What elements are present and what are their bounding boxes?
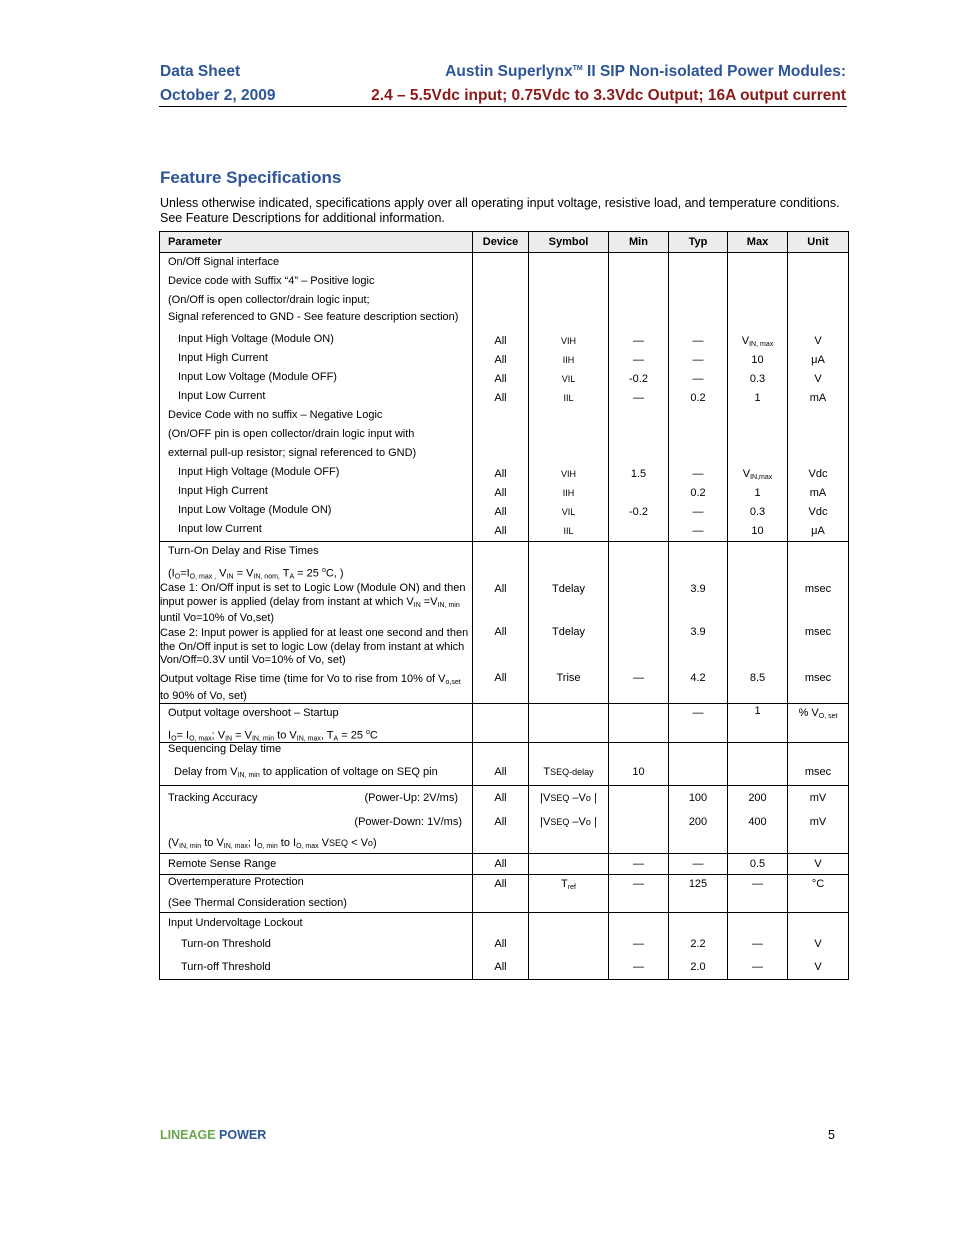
t-c-fs: o — [321, 567, 326, 574]
tracking-typ-pu: 100 — [688, 792, 708, 804]
seq-unit-cell — [788, 743, 849, 786]
otp-title: Overtemperature Protection — [168, 876, 304, 888]
typ-vil: — — [692, 373, 704, 385]
tracking-typ-pd: 200 — [688, 816, 708, 828]
turnon-rise — [160, 671, 472, 703]
col-typ: Typ — [669, 232, 728, 253]
onoff-r8: Input low Current — [178, 523, 262, 535]
overshoot-max-cell — [728, 704, 788, 743]
seq-sym-sub: SEQ-delay — [550, 767, 594, 777]
seq-symbol — [529, 763, 608, 785]
n-max-vih-base: V — [742, 468, 751, 480]
remote-min-cell — [609, 854, 669, 875]
overshoot-title: Output voltage overshoot – Startup — [168, 707, 339, 719]
t-c-a: (I — [168, 567, 175, 580]
seq-min-cell — [609, 743, 669, 786]
tr-es: SEQ — [329, 838, 349, 848]
table-row-turnon — [160, 542, 849, 704]
ts2-a: |V — [540, 816, 551, 828]
otp-typ-cell — [669, 875, 728, 913]
tr-c: ; I — [247, 837, 258, 849]
remote-min: — — [633, 858, 644, 870]
table-row-onoff — [160, 253, 849, 542]
onoff-l4: Signal referenced to GND - See feature description section) — [168, 311, 459, 323]
onoff-device-1: All — [494, 335, 507, 347]
tracking-pd-line — [160, 810, 472, 834]
max-vil: 0.3 — [749, 373, 766, 385]
n-typ-iih: 0.2 — [690, 487, 706, 499]
seq-symbol-cell — [529, 743, 609, 786]
tr-bs: IN, max — [223, 843, 248, 850]
col-unit: Unit — [788, 232, 849, 253]
typ-vih: — — [692, 335, 704, 347]
seq-device-cell — [473, 743, 529, 786]
remote-unit: V — [814, 858, 822, 870]
footer-brand-power: POWER — [215, 1128, 267, 1142]
onoff-r3: Input Low Voltage (Module OFF) — [178, 371, 337, 383]
onoff-symbol — [529, 253, 609, 542]
otp-symbol — [529, 875, 608, 894]
tr-f: < V — [348, 837, 368, 849]
onoff-parameter — [160, 253, 473, 542]
t-c-e: T — [279, 567, 290, 580]
seq-device: All — [494, 766, 507, 778]
onoff-l7: external pull-up resistor; signal referenced to GND) — [168, 447, 417, 459]
max-vih — [728, 332, 787, 351]
otp-parameter — [160, 875, 473, 913]
ts1-b: –V — [569, 792, 586, 804]
n-sym-vil: VIL — [561, 507, 576, 517]
case1-b: =V — [420, 595, 438, 608]
ts2-s: SEQ — [550, 817, 570, 827]
max-vih-base: V — [741, 335, 750, 347]
table-header-row — [160, 232, 849, 253]
table-row-tracking — [160, 786, 849, 854]
turnon-unit-2: msec — [804, 626, 832, 638]
seq-line — [160, 763, 472, 785]
turnon-max — [728, 542, 788, 704]
sym-iil: IIL — [563, 393, 574, 403]
o-unit-a: % V — [798, 707, 819, 719]
datasheet-label: Data Sheet — [160, 63, 241, 80]
tracking-unit-1: mV — [809, 792, 827, 804]
max-iil: 1 — [754, 392, 761, 404]
tracking-device-2: All — [494, 816, 507, 828]
max-iih: 10 — [751, 354, 764, 366]
otp-sym-sub: ref — [567, 884, 576, 891]
seq-sym-base: T — [543, 766, 551, 778]
remote-title: Remote Sense Range — [168, 858, 277, 870]
sym-trise: Trise — [556, 672, 581, 684]
onoff-min — [609, 253, 669, 542]
tracking-typ-cell — [669, 786, 728, 854]
product-title-a: Austin Superlynx — [445, 63, 573, 80]
t-c-c: V — [216, 567, 227, 580]
n-min-vih: 1.5 — [630, 468, 647, 480]
t-c-d: = V — [233, 567, 254, 580]
tr-d: to I — [277, 837, 297, 849]
onoff-r7: Input Low Voltage (Module ON) — [178, 504, 332, 516]
turnon-min — [609, 542, 669, 704]
o-a: I — [168, 729, 172, 742]
turnon-max-3: 8.5 — [749, 672, 766, 684]
t-c-cs: IN — [226, 573, 234, 581]
min-vil: -0.2 — [629, 373, 648, 385]
uvlo-min-off: — — [633, 961, 644, 973]
o-g: = 25 — [338, 729, 367, 742]
col-min: Min — [609, 232, 669, 253]
turnon-symbol — [529, 542, 609, 704]
tracking-unit-2: mV — [809, 816, 827, 828]
n-min-vil: -0.2 — [629, 506, 648, 518]
n-unit-vil: Vdc — [808, 506, 828, 518]
unit-vil: V — [814, 373, 822, 385]
onoff-device — [473, 253, 529, 542]
uvlo-typ-off: 2.0 — [690, 961, 706, 973]
product-subtitle: 2.4 – 5.5Vdc input; 0.75Vdc to 3.3Vdc Output; 16A output current — [371, 87, 846, 104]
turnon-typ — [669, 542, 728, 704]
turnon-typ-1: 3.9 — [690, 583, 706, 595]
turnon-device — [473, 542, 529, 704]
tracking-device-cell — [473, 786, 529, 854]
tracking-max-pd: 400 — [748, 816, 767, 828]
intro-paragraph: Unless otherwise indicated, specifications apply over all operating input voltage, resistive load, and temperature conditions. See Feature Descriptions for additional information. — [160, 196, 840, 225]
tracking-cond — [160, 834, 472, 853]
onoff-device-2: All — [494, 354, 507, 366]
overshoot-max: 1 — [754, 705, 761, 717]
onoff-l1: On/Off Signal interface — [168, 256, 280, 268]
remote-device-cell — [473, 854, 529, 875]
turnon-device-1: All — [494, 583, 507, 595]
col-symbol: Symbol — [529, 232, 609, 253]
otp-unit: °C — [811, 878, 825, 890]
otp-min-cell — [609, 875, 669, 913]
uvlo-max-off: — — [752, 961, 763, 973]
n-max-vil: 0.3 — [749, 506, 766, 518]
uvlo-on: Turn-on Threshold — [181, 938, 271, 950]
tr-a: (V — [168, 837, 179, 849]
n-max-vih-sub: IN,max — [750, 474, 773, 481]
turnon-device-2: All — [494, 626, 507, 638]
seq-min: 10 — [632, 766, 645, 778]
o-unit-s: O, set — [818, 713, 838, 720]
sym-vih: VIH — [560, 336, 576, 346]
col-parameter: Parameter — [160, 232, 473, 253]
o-es: IN, max — [296, 735, 321, 743]
ts2-b: –V — [569, 816, 586, 828]
tr-g: ) — [372, 837, 377, 849]
turnon-min-3: — — [633, 672, 644, 684]
onoff-r6: Input High Current — [178, 485, 268, 497]
product-title-b: II SIP Non-isolated Power Modules: — [582, 63, 846, 80]
onoff-l5: Device Code with no suffix – Negative Logic — [168, 409, 383, 421]
overshoot-typ: — — [692, 707, 704, 719]
uvlo-title: Input Undervoltage Lockout — [168, 917, 303, 929]
rise-a: Output voltage Rise time (time for Vo to rise from 10% of V — [160, 673, 446, 685]
t-c-f: = 25 — [294, 567, 322, 580]
turnon-typ-2: 3.9 — [690, 626, 706, 638]
onoff-typ — [669, 253, 728, 542]
onoff-r4: Input Low Current — [178, 390, 266, 402]
t-c-g: C, ) — [325, 567, 344, 580]
uvlo-device-on: All — [494, 938, 507, 950]
uvlo-symbol-cell — [529, 913, 609, 980]
tracking-powerup: (Power-Up: 2V/ms) — [364, 792, 458, 804]
n-unit-vih: Vdc — [808, 468, 828, 480]
sym-tdelay-2: Tdelay — [551, 626, 586, 638]
tr-ds: O, max — [296, 843, 319, 850]
typ-iih: — — [692, 354, 704, 366]
tracking-device-1: All — [494, 792, 507, 804]
uvlo-device-cell — [473, 913, 529, 980]
turnon-parameter — [160, 542, 473, 704]
n-unit-iih: mA — [809, 487, 827, 499]
remote-device: All — [494, 858, 507, 870]
onoff-device-4: All — [494, 392, 507, 404]
remote-typ: — — [692, 858, 704, 870]
page-number: 5 — [828, 1128, 835, 1142]
typ-iil: 0.2 — [690, 392, 706, 404]
section-title: Feature Specifications — [160, 168, 342, 187]
uvlo-unit-on: V — [814, 938, 822, 950]
o-c: ; V — [211, 729, 226, 742]
datasheet-date: October 2, 2009 — [160, 87, 276, 104]
overshoot-typ-cell — [669, 704, 728, 743]
turnon-unit-1: msec — [804, 583, 832, 595]
seq-typ-cell — [669, 743, 728, 786]
uvlo-min-cell — [609, 913, 669, 980]
onoff-r2: Input High Current — [178, 352, 268, 364]
o-ds: IN, min — [251, 735, 275, 743]
tracking-max-pu: 200 — [748, 792, 767, 804]
remote-unit-cell — [788, 854, 849, 875]
otp-symbol-cell — [529, 875, 609, 913]
otp-device: All — [494, 878, 507, 890]
table-row-remote-sense — [160, 854, 849, 875]
tr-as: IN, min — [179, 843, 202, 850]
ts1-s: SEQ — [550, 793, 570, 803]
overshoot-device — [473, 704, 529, 743]
case1-c: until Vo=10% of Vo,set) — [160, 612, 275, 624]
t-c-b: =I — [180, 567, 190, 580]
o-gs: o — [366, 729, 370, 736]
onoff-r5: Input High Voltage (Module OFF) — [178, 466, 340, 478]
onoff-r1: Input High Voltage (Module ON) — [178, 333, 334, 345]
tr-cs: O, min — [257, 843, 278, 850]
tracking-title: Tracking Accuracy — [168, 792, 258, 804]
unit-iih: μA — [811, 354, 825, 366]
uvlo-max-on: — — [752, 938, 763, 950]
tracking-title-line — [160, 786, 472, 810]
rise-b: to 90% of Vo, set) — [160, 689, 247, 702]
o-f: , T — [320, 729, 334, 742]
overshoot-cond — [160, 723, 472, 742]
n-max-vih — [728, 465, 787, 484]
n-typ-iil: — — [692, 525, 704, 537]
n-typ-vil: — — [692, 506, 704, 518]
ts2-c: | — [590, 816, 597, 828]
overshoot-unit-cell — [788, 704, 849, 743]
header-rule — [159, 106, 847, 107]
n-sym-vih: VIH — [560, 469, 576, 479]
remote-max-cell — [728, 854, 788, 875]
onoff-l6: (On/OFF pin is open collector/drain logic input with — [168, 428, 415, 440]
turnon-title: Turn-On Delay and Rise Times — [168, 545, 319, 557]
o-d: = V — [232, 729, 252, 742]
unit-vih: V — [814, 335, 822, 347]
feature-spec-table — [159, 231, 849, 980]
n-typ-vih: — — [692, 468, 704, 480]
uvlo-typ-cell — [669, 913, 728, 980]
t-c-ds: IN, nom, — [253, 573, 280, 581]
remote-max: 0.5 — [749, 858, 766, 870]
table-row-otp — [160, 875, 849, 913]
otp-min: — — [633, 878, 644, 890]
seq-parameter — [160, 743, 473, 786]
onoff-device-5: All — [494, 468, 507, 480]
tracking-symbol-2 — [529, 810, 608, 834]
o-as: O — [171, 735, 177, 743]
uvlo-off: Turn-off Threshold — [181, 961, 271, 973]
remote-parameter-cell — [160, 854, 473, 875]
overshoot-unit — [788, 704, 848, 723]
tracking-max-cell — [728, 786, 788, 854]
table-row-overshoot — [160, 704, 849, 743]
otp-sub: (See Thermal Consideration section) — [168, 897, 347, 909]
o-fs: A — [333, 735, 339, 743]
sym-tdelay-1: Tdelay — [551, 583, 586, 595]
turnon-case2: Case 2: Input power is applied for at least one second and then the On/Off input is set to logic Low (delay from instant at which Von/Off=0.3V until Vo=10% of Vo, set) — [160, 627, 469, 666]
onoff-device-3: All — [494, 373, 507, 385]
turnon-typ-3: 4.2 — [690, 672, 706, 684]
uvlo-device-off: All — [494, 961, 507, 973]
product-title — [445, 63, 846, 81]
tracking-symbol-cell — [529, 786, 609, 854]
uvlo-unit-cell — [788, 913, 849, 980]
ts1-a: |V — [540, 792, 551, 804]
overshoot-min — [609, 704, 669, 743]
t-c-as: O — [174, 573, 181, 581]
min-iih: — — [633, 354, 644, 366]
o-bs: O, max — [189, 735, 212, 743]
turnon-device-3: All — [494, 672, 507, 684]
onoff-unit — [788, 253, 849, 542]
n-sym-iil: IIL — [563, 526, 574, 536]
n-max-iil: 10 — [751, 525, 764, 537]
min-vih: — — [633, 335, 644, 347]
remote-typ-cell — [669, 854, 728, 875]
otp-unit-cell — [788, 875, 849, 913]
otp-sym-base: T — [561, 878, 568, 890]
uvlo-typ-on: 2.2 — [690, 938, 706, 950]
tr-e: V — [318, 837, 330, 849]
uvlo-min-on: — — [633, 938, 644, 950]
uvlo-unit-off: V — [814, 961, 822, 973]
o-h: C — [369, 729, 378, 742]
n-max-iih: 1 — [754, 487, 761, 499]
footer-brand-lineage: LINEAGE — [160, 1128, 216, 1142]
tracking-symbol-1 — [529, 786, 608, 810]
tr-fs: o — [367, 838, 373, 848]
tracking-min-cell — [609, 786, 669, 854]
ts1-s2: o — [585, 793, 591, 803]
case1-a: Case 1: On/Off input is set to Logic Low (Module ON) and then input power is applied (delay from instant at which V — [160, 582, 466, 608]
n-min-iih — [609, 484, 668, 503]
o-e: to V — [274, 729, 297, 742]
footer-brand — [160, 1128, 266, 1142]
ts1-c: | — [590, 792, 597, 804]
sym-iih: IIH — [562, 355, 575, 365]
overshoot-symbol — [529, 704, 609, 743]
table-row-uvlo — [160, 913, 849, 980]
otp-max-cell — [728, 875, 788, 913]
onoff-l3: (On/Off is open collector/drain logic input; — [168, 294, 370, 306]
onoff-device-7: All — [494, 506, 507, 518]
t-c-bs: O, max , — [189, 573, 217, 581]
n-min-iil — [609, 522, 668, 541]
remote-symbol-cell — [529, 854, 609, 875]
onoff-device-6: All — [494, 487, 507, 499]
turnon-cond — [160, 561, 472, 580]
otp-max: — — [752, 878, 763, 890]
table-row-sequencing — [160, 743, 849, 786]
onoff-l2: Device code with Suffix “4” – Positive logic — [168, 275, 375, 287]
min-iil: — — [633, 392, 644, 404]
ts2-s2: o — [585, 817, 591, 827]
overshoot-parameter — [160, 704, 473, 743]
tr-b: to V — [201, 837, 224, 849]
tracking-unit-cell — [788, 786, 849, 854]
seq-unit: msec — [804, 766, 832, 778]
otp-device-cell — [473, 875, 529, 913]
tracking-powerdown: (Power-Down: 1V/ms) — [354, 816, 462, 828]
col-device: Device — [473, 232, 529, 253]
onoff-max — [728, 253, 788, 542]
col-max: Max — [728, 232, 788, 253]
tracking-parameter — [160, 786, 473, 854]
case1-s1: IN — [413, 601, 421, 609]
turnon-unit-3: msec — [804, 672, 832, 684]
n-unit-iil: μA — [811, 525, 825, 537]
seq-s: IN, min — [237, 772, 260, 779]
seq-max-cell — [728, 743, 788, 786]
sym-vil: VIL — [561, 374, 576, 384]
t-c-es: A — [289, 573, 295, 581]
turnon-case1 — [160, 580, 472, 625]
unit-iil: mA — [809, 392, 827, 404]
onoff-device-8: All — [494, 525, 507, 537]
uvlo-max-cell — [728, 913, 788, 980]
seq-title: Sequencing Delay time — [168, 743, 282, 755]
o-cs: IN — [225, 735, 233, 743]
otp-typ: 125 — [688, 878, 708, 890]
rise-s: o,set — [445, 679, 461, 686]
seq-b: to application of voltage on SEQ pin — [259, 766, 438, 778]
seq-a: Delay from V — [174, 766, 238, 778]
max-vih-sub: IN, max — [749, 341, 774, 348]
uvlo-parameter — [160, 913, 473, 980]
n-sym-iih: IIH — [562, 488, 575, 498]
turnon-unit — [788, 542, 849, 704]
o-b: = I — [176, 729, 190, 742]
case1-s2: IN, min — [437, 601, 460, 609]
trademark: TM — [572, 64, 583, 72]
